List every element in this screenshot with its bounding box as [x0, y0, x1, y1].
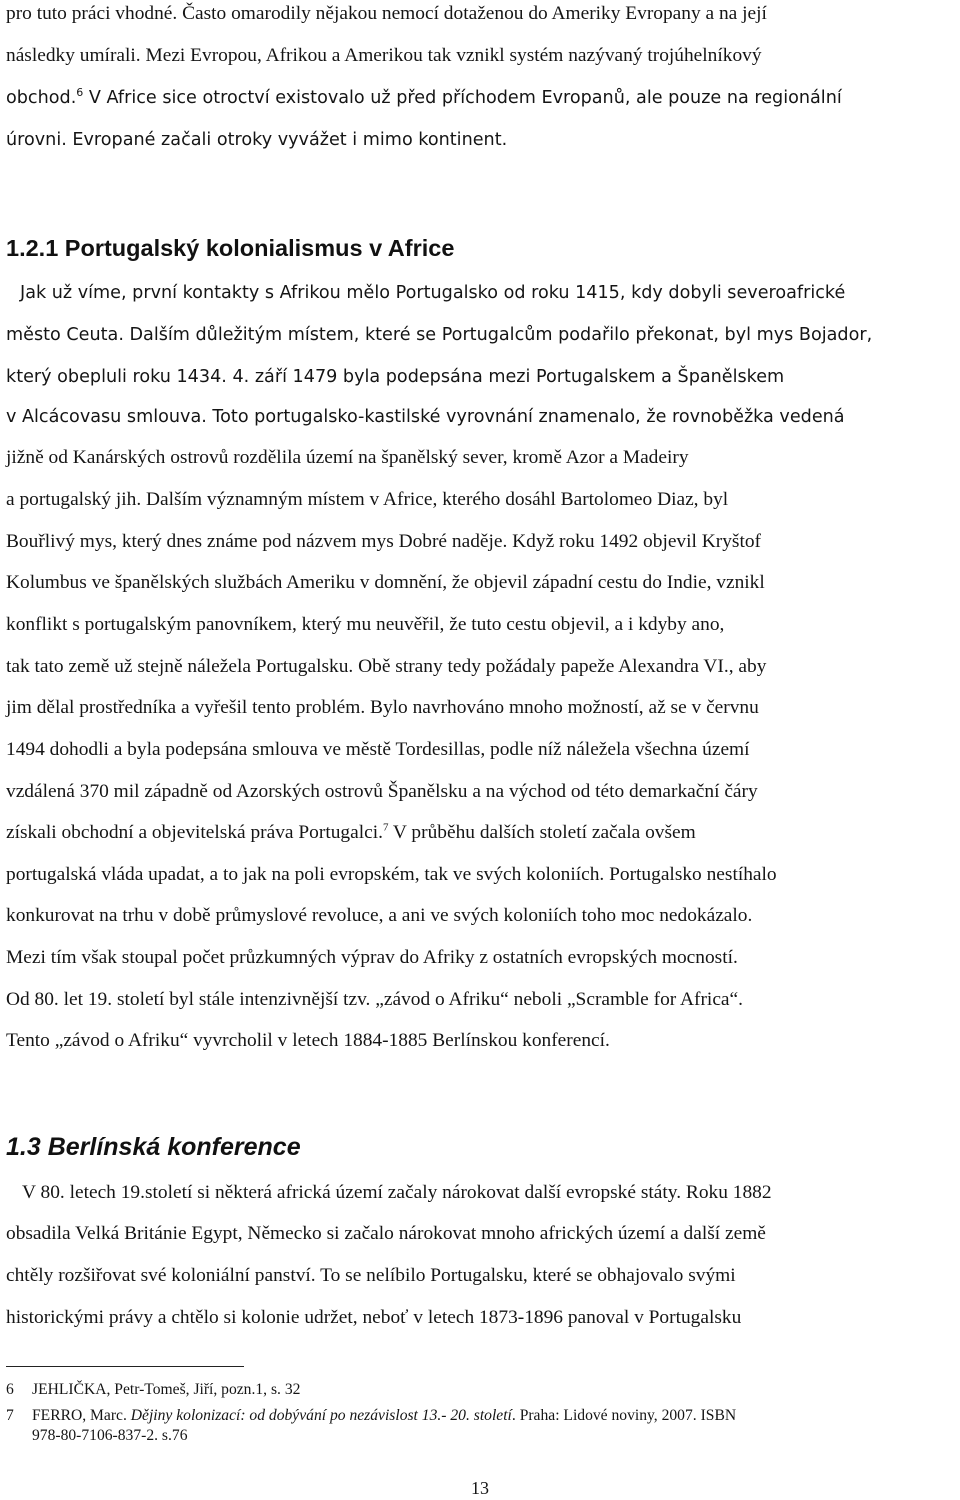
- paragraph-line: Jak už víme, první kontakty s Afrikou mělo Portugalsko od roku 1415, kdy dobyli severoafrické: [20, 283, 846, 303]
- footnote-text: [32, 1406, 736, 1426]
- footnote-separator: [6, 1366, 244, 1367]
- footnote-text: JEHLIČKA, Petr-Tomeš, Jiří, pozn.1, s. 32: [32, 1381, 301, 1398]
- intro-line-3: [6, 86, 842, 110]
- paragraph-line: Od 80. let 19. století byl stále intenzivnější tzv. „závod o Afriku“ neboli „Scramble for Africa“.: [6, 989, 743, 1010]
- paragraph-line: 1494 dohodli a byla podepsána smlouva ve městě Tordesillas, podle níž náležela všechna území: [6, 739, 750, 760]
- paragraph-line: tak tato země už stejně náležela Portugalsku. Obě strany tedy požádaly papeže Alexandra VI., aby: [6, 656, 767, 677]
- paragraph-line-rest: V průběhu dalších století začala ovšem: [388, 822, 696, 843]
- paragraph-line: v Alcácovasu smlouva. Toto portugalsko-kastilské vyrovnání znamenalo, že rovnoběžka vedená: [6, 407, 845, 427]
- paragraph-line: chtěly rozšiřovat své koloniální panství. To se nelíbilo Portugalsku, které se obhajovalo svými: [6, 1265, 736, 1286]
- paragraph-line: vzdálená 370 mil západně od Azorských ostrovů Španělsku a na východ od této demarkační čáry: [6, 781, 758, 802]
- paragraph-line: jim dělal prostředníka a vyřešil tento problém. Bylo navrhováno mnoho možností, až se v červnu: [6, 697, 759, 718]
- paragraph-line-text: získali obchodní a objevitelská práva Portugalci.: [6, 822, 383, 843]
- paragraph-line: a portugalský jih. Dalším významným místem v Africe, kterého dosáhl Bartolomeo Diaz, byl: [6, 489, 729, 510]
- page-number: 13: [471, 1478, 489, 1498]
- paragraph-line: Mezi tím však stoupal počet průzkumných výprav do Afriky z ostatních evropských mocností.: [6, 947, 738, 968]
- footnote-author: FERRO, Marc.: [32, 1407, 131, 1424]
- intro-line-2: následky umírali. Mezi Evropou, Afrikou a Amerikou tak vznikl systém nazývaný trojúhelníkový: [6, 45, 762, 66]
- footnote-number: 6: [6, 1381, 14, 1398]
- paragraph-line: Bouřlivý mys, který dnes známe pod názvem mys Dobré naděje. Když roku 1492 objevil Kryštof: [6, 531, 761, 552]
- paragraph-line: [6, 821, 696, 845]
- paragraph-line: V 80. letech 19.století si některá africká území začaly nárokovat další evropské státy. Roku 1882: [22, 1182, 772, 1203]
- section-heading-1-3: 1.3 Berlínská konference: [6, 1133, 301, 1161]
- paragraph-line: Tento „závod o Afriku“ vyvrcholil v letech 1884-1885 Berlínskou konferencí.: [6, 1030, 610, 1051]
- intro-line-1: pro tuto práci vhodné. Často omarodily nějakou nemocí dotaženou do Ameriky Evropany a na její: [6, 3, 767, 24]
- intro-line-4: úrovni. Evropané začali otroky vyvážet i mimo kontinent.: [6, 130, 508, 150]
- footnote-ref-6: 6: [76, 86, 84, 100]
- paragraph-line: město Ceuta. Dalším důležitým místem, které se Portugalcům podařilo překonat, byl mys Bojador,: [6, 325, 873, 345]
- paragraph-line: obsadila Velká Británie Egypt, Německo si začalo nárokovat mnoho afrických území a další země: [6, 1223, 766, 1244]
- footnote-number: 7: [6, 1407, 14, 1424]
- paragraph-line: Kolumbus ve španělských službách Ameriku v domnění, že objevil západní cestu do Indie, vznikl: [6, 572, 765, 593]
- footnote-ref-7: 7: [382, 821, 389, 834]
- footnote-publisher: . Praha: Lidové noviny, 2007. ISBN: [511, 1407, 737, 1424]
- footnote-book-title: Dějiny kolonizací: od dobývání po nezávislost 13.- 20. století: [130, 1407, 512, 1424]
- intro-line-3-rest: V Africe sice otroctví existovalo už před příchodem Evropanů, ale pouze na regionální: [83, 88, 842, 108]
- section-heading-1-2-1: 1.2.1 Portugalský kolonialismus v Africe: [6, 235, 455, 261]
- paragraph-line: portugalská vláda upadat, a to jak na poli evropském, tak ve svých koloniích. Portugalsko nestíhalo: [6, 864, 777, 885]
- paragraph-line: který obepluli roku 1434. 4. září 1479 byla podepsána mezi Portugalskem a Španělskem: [6, 367, 785, 387]
- intro-line-3-text: obchod.: [6, 88, 77, 108]
- paragraph-line: konkurovat na trhu v době průmyslové revoluce, a ani ve svých koloniích toho moc nedokázalo.: [6, 905, 753, 926]
- paragraph-line: konflikt s portugalským panovníkem, který mu neuvěřil, že tuto cestu objevil, a i kdyby ano,: [6, 614, 725, 635]
- footnote-isbn: 978-80-7106-837-2. s.76: [32, 1427, 188, 1444]
- paragraph-line: jižně od Kanárských ostrovů rozdělila území na španělský sever, kromě Azor a Madeiry: [6, 447, 689, 468]
- paragraph-line: historickými právy a chtělo si kolonie udržet, neboť v letech 1873-1896 panoval v Portugalsku: [6, 1307, 742, 1328]
